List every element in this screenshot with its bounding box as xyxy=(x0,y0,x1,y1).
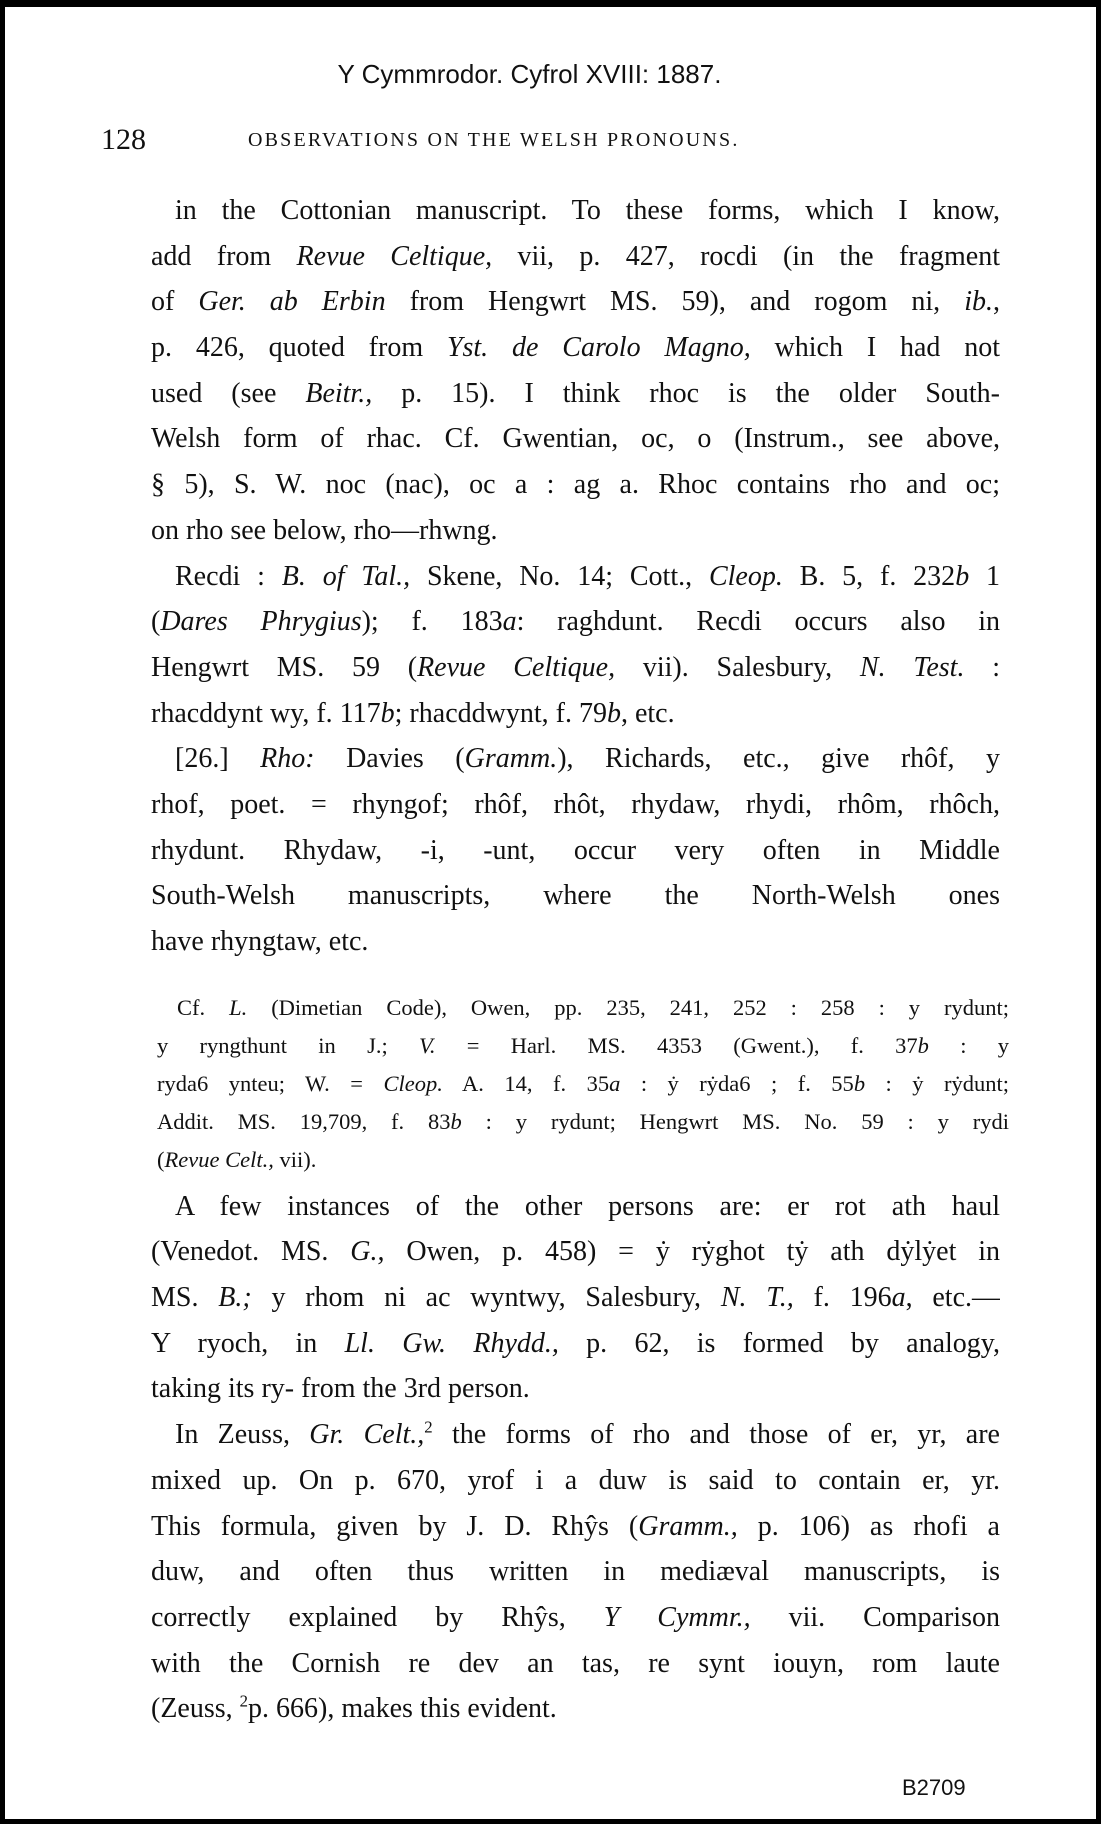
text-span: , etc.— xyxy=(905,1282,1000,1314)
italic-text: b xyxy=(380,697,395,729)
paragraph xyxy=(151,736,1000,964)
italic-text: Yst. de Carolo Magno, xyxy=(446,332,751,364)
italic-text: Revue Celtique, xyxy=(417,651,616,683)
text-span: of xyxy=(151,286,199,318)
italic-text: a xyxy=(891,1282,906,1314)
italic-text: Y Cymmr., xyxy=(603,1601,751,1633)
italic-text: B. of Tal., xyxy=(281,560,411,592)
text-line xyxy=(151,599,1000,645)
text-span: A few instances of the other persons are: er rot ath haul xyxy=(175,1190,1000,1222)
text-span: : y rydunt; Hengwrt MS. No. 59 : y rydi xyxy=(461,1108,1009,1134)
text-line xyxy=(151,234,1000,280)
text-line xyxy=(151,462,1000,508)
text-span: ); f. 183 xyxy=(361,606,503,638)
text-span: § 5), S. W. noc (nac), oc a : ag a. Rhoc contains rho and oc; xyxy=(151,469,1000,501)
text-span: rhof, poet. = rhyngof; rhôf, rhôt, rhydaw, rhydi, rhôm, rhôch, xyxy=(151,788,1000,820)
text-line xyxy=(157,1141,1009,1179)
text-line xyxy=(151,508,1000,554)
italic-text: Dares Phrygius xyxy=(160,606,362,638)
italic-text: Gr. Celt., xyxy=(309,1419,425,1451)
paragraph xyxy=(151,554,1000,737)
text-line xyxy=(151,736,1000,782)
italic-text: Revue Celt., xyxy=(164,1146,274,1172)
italic-text: a xyxy=(609,1070,621,1096)
text-span: p. 62, is formed by analogy, xyxy=(558,1327,1000,1359)
running-head: OBSERVATIONS ON THE WELSH PRONOUNS. xyxy=(248,129,740,151)
text-span: (Zeuss, xyxy=(151,1693,240,1725)
text-span: [26.] xyxy=(175,743,261,775)
text-span: on rho see below, rho—rhwng. xyxy=(151,514,498,546)
text-span: from Hengwrt MS. 59), and rogom ni, xyxy=(385,286,965,318)
text-span: p. 106) as rhofi a xyxy=(737,1510,1000,1542)
italic-text: Gramm., xyxy=(638,1510,738,1542)
footer-code: B2709 xyxy=(902,1775,966,1800)
text-span: ( xyxy=(151,606,161,638)
text-span: which I had not xyxy=(750,332,1000,364)
italic-text: Cleop. xyxy=(383,1070,443,1096)
paragraph xyxy=(151,1412,1000,1732)
footnote-quote-block xyxy=(157,989,1009,1179)
text-span: rhydunt. Rhydaw, -i, -unt, occur very often in Middle xyxy=(151,834,1000,866)
text-span: duw, and often thus written in mediæval manuscripts, is xyxy=(151,1556,1000,1588)
italic-text: ib. xyxy=(964,286,993,318)
text-line xyxy=(157,989,1009,1027)
text-span: mixed up. On p. 670, yrof i a duw is said to contain er, yr. xyxy=(151,1464,1000,1496)
text-span: : ẏ rẏdunt; xyxy=(865,1070,1009,1096)
italic-text: Ll. Gw. Rhydd., xyxy=(344,1327,559,1359)
italic-text: b xyxy=(450,1108,462,1134)
italic-text: b xyxy=(917,1032,929,1058)
italic-text: L. xyxy=(229,994,248,1020)
text-span: ), Richards, etc., give rhôf, y xyxy=(557,743,1000,775)
italic-text: Cleop. xyxy=(708,560,783,592)
italic-text: a xyxy=(502,606,517,638)
text-line xyxy=(157,1065,1009,1103)
text-span: : y xyxy=(928,1032,1009,1058)
text-span: with the Cornish re dev an tas, re synt iouyn, rom laute xyxy=(151,1647,1000,1679)
text-span: A. 14, f. 35 xyxy=(442,1070,610,1096)
text-span: : xyxy=(964,651,1000,683)
text-line xyxy=(151,1229,1000,1275)
italic-text: N. T., xyxy=(720,1282,794,1314)
source-header: Y Cymmrodor. Cyfrol XVIII: 1887. xyxy=(337,59,722,89)
italic-text: Beitr., xyxy=(305,377,373,409)
text-line xyxy=(151,279,1000,325)
italic-text: Rho: xyxy=(260,743,315,775)
text-span: ; rhacddwynt, f. 79 xyxy=(394,697,607,729)
text-span: : ẏ rẏda6 ; f. 55 xyxy=(620,1070,854,1096)
text-span: vii. Comparison xyxy=(750,1601,1000,1633)
text-line xyxy=(151,1275,1000,1321)
text-line xyxy=(151,554,1000,600)
text-line xyxy=(151,1184,1000,1230)
page-number: 128 xyxy=(101,123,146,156)
text-span: Davies ( xyxy=(314,743,465,775)
text-span: have rhyngtaw, etc. xyxy=(151,926,369,957)
text-span: Skene, No. 14; Cott., xyxy=(410,560,709,592)
text-span: the forms of rho and those of er, yr, are xyxy=(432,1419,1000,1451)
text-line xyxy=(151,188,1000,234)
italic-text: B.; xyxy=(218,1282,252,1314)
text-line xyxy=(151,1549,1000,1595)
italic-text: b xyxy=(955,560,970,592)
text-span: (Venedot. MS. xyxy=(151,1236,351,1268)
text-span: Hengwrt MS. 59 ( xyxy=(151,651,418,683)
text-line xyxy=(157,1103,1009,1141)
text-line xyxy=(157,1027,1009,1065)
text-line xyxy=(151,416,1000,462)
text-span: used (see xyxy=(151,377,306,409)
text-span: rhacddynt wy, f. 117 xyxy=(151,697,381,729)
italic-text: Revue Celtique, xyxy=(296,240,493,272)
text-span: Cf. xyxy=(177,994,230,1020)
text-span: vii). xyxy=(273,1146,317,1172)
italic-text: b xyxy=(606,697,621,729)
text-span: vii, p. 427, rocdi (in the fragment xyxy=(492,240,1000,272)
italic-text: b xyxy=(853,1070,866,1096)
text-span: Y ryoch, in xyxy=(151,1327,345,1359)
body-text xyxy=(151,188,1009,1732)
text-span: in the Cottonian manuscript. To these forms, which I know, xyxy=(175,195,1000,226)
text-line xyxy=(151,691,1000,737)
italic-text: Ger. ab Erbin xyxy=(198,286,386,318)
text-span: This formula, given by J. D. Rhŷs ( xyxy=(151,1510,639,1542)
text-span: = Harl. MS. 4353 (Gwent.), f. 37 xyxy=(435,1032,918,1058)
text-span: ryda6 ynteu; W. = xyxy=(157,1070,384,1096)
text-span: In Zeuss, xyxy=(175,1419,310,1451)
text-line xyxy=(151,645,1000,691)
text-span: correctly explained by Rhŷs, xyxy=(151,1601,604,1633)
text-span: Recdi : xyxy=(175,560,282,592)
text-line xyxy=(151,325,1000,371)
italic-text: Gramm. xyxy=(464,743,558,775)
text-line xyxy=(151,919,1000,965)
text-line xyxy=(151,873,1000,919)
text-span: y ryngthunt in J.; xyxy=(157,1032,419,1058)
text-span: Addit. MS. 19,709, f. 83 xyxy=(157,1108,451,1134)
text-span: , xyxy=(992,286,1000,318)
italic-text: N. Test. xyxy=(859,651,965,683)
text-span: p. 426, quoted from xyxy=(151,332,447,364)
superscript: 2 xyxy=(239,1691,249,1711)
text-span: 1 xyxy=(969,560,1000,592)
text-span: add from xyxy=(151,240,297,272)
text-span: B. 5, f. 232 xyxy=(782,560,956,592)
text-span: p. 15). I think rhoc is the older South- xyxy=(372,377,1000,409)
text-span: , etc. xyxy=(620,697,675,729)
text-line xyxy=(151,828,1000,874)
text-line xyxy=(151,1366,1000,1412)
paragraph xyxy=(151,188,1000,554)
text-line xyxy=(151,1504,1000,1550)
text-line xyxy=(151,1412,1000,1458)
text-span: y rhom ni ac wyntwy, Salesbury, xyxy=(251,1282,721,1314)
italic-text: V. xyxy=(418,1032,436,1058)
text-span: p. 666), makes this evident. xyxy=(248,1693,557,1725)
italic-text: G., xyxy=(350,1236,385,1268)
text-line xyxy=(151,371,1000,417)
text-span: vii). Salesbury, xyxy=(615,651,860,683)
text-span: taking its ry- from the 3rd person. xyxy=(151,1373,530,1405)
text-span: Welsh form of rhac. Cf. Gwentian, oc, o (Instrum., see above, xyxy=(151,423,1000,455)
text-span: ( xyxy=(157,1146,165,1172)
text-span: MS. xyxy=(151,1282,219,1314)
text-span: : raghdunt. Recdi occurs also in xyxy=(516,606,1000,638)
text-line xyxy=(151,1686,1000,1732)
text-span: Owen, p. 458) = ẏ rẏghot tẏ ath dẏlẏet in xyxy=(384,1236,1000,1268)
text-line xyxy=(151,1458,1000,1504)
text-line xyxy=(151,1595,1000,1641)
paragraph xyxy=(151,1184,1000,1412)
text-span: f. 196 xyxy=(793,1282,892,1314)
superscript: 2 xyxy=(424,1417,433,1437)
text-line xyxy=(151,1321,1000,1367)
text-span: (Dimetian Code), Owen, pp. 235, 241, 252 : 258 : y rydunt; xyxy=(247,994,1009,1020)
text-line xyxy=(151,1641,1000,1687)
text-span: South-Welsh manuscripts, where the North-Welsh ones xyxy=(151,880,1000,912)
text-line xyxy=(151,782,1000,828)
